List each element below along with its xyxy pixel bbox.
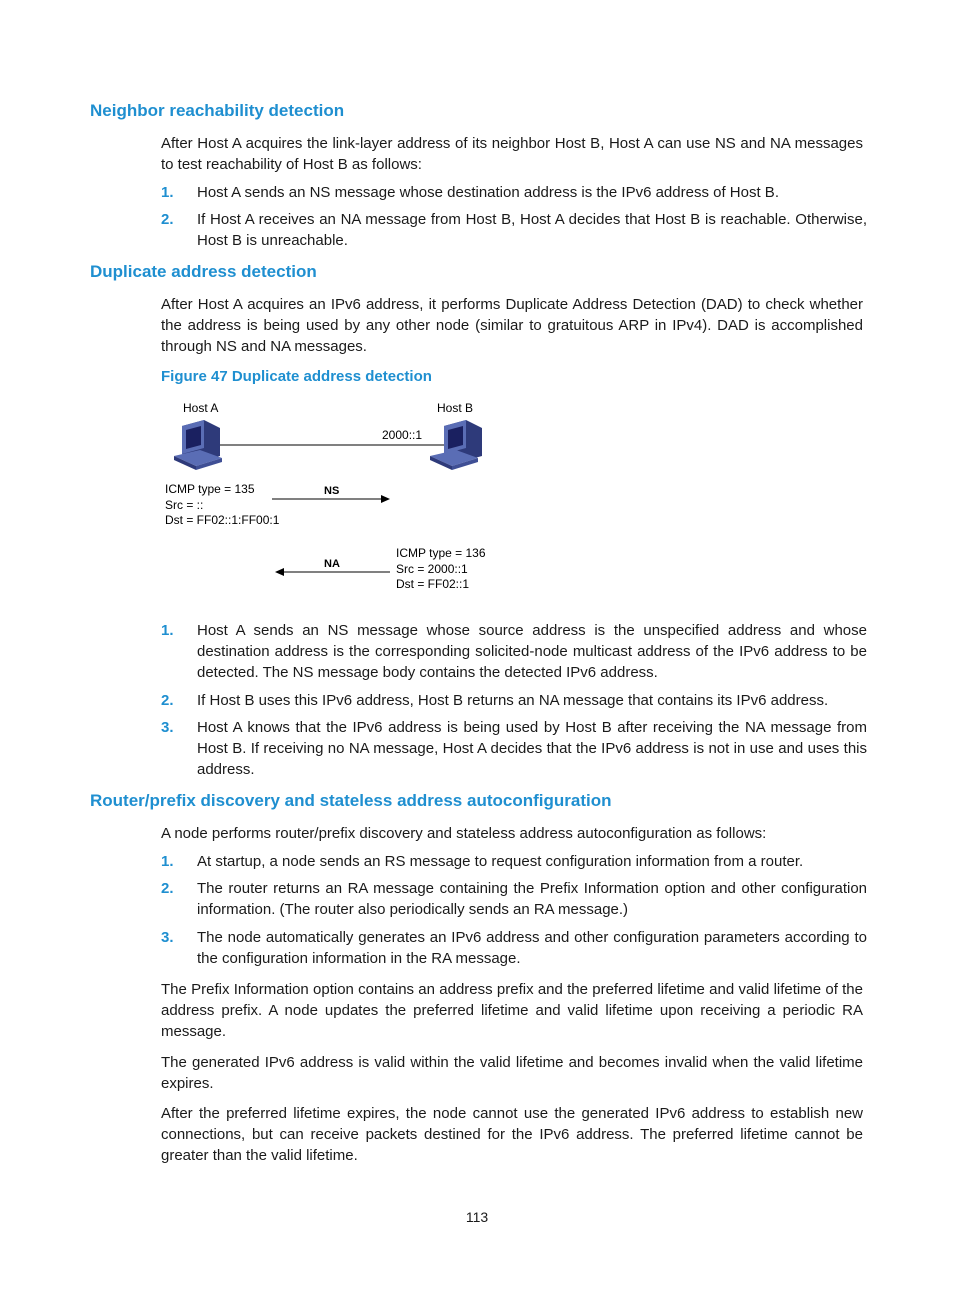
paragraph: The generated IPv6 address is valid within the valid lifetime and becomes invalid when the valid lifetime expires.: [161, 1054, 863, 1092]
list-text: Host A sends an NS message whose destination address is the IPv6 address of Host B.: [197, 184, 779, 201]
na-info-line: Dst = FF02::1: [396, 577, 470, 591]
list-number: 3.: [161, 929, 174, 946]
list-number: 2.: [161, 692, 174, 709]
list-text: Host A knows that the IPv6 address is being used by Host B after receiving the NA message from Host B. If receiving no NA message, Host A decides that the IPv6 address is not in use and uses this address.: [197, 719, 867, 778]
list-number: 1.: [161, 184, 174, 201]
list-item: [161, 927, 867, 969]
na-info-line: ICMP type = 136: [396, 546, 486, 560]
list-text: At startup, a node sends an RS message to request configuration information from a router.: [197, 853, 804, 870]
host-b-label: Host B: [437, 401, 474, 415]
paragraph: After the preferred lifetime expires, the node cannot use the generated IPv6 address to establish new connections, but can receive packets destined for the IPv6 address. The preferred lifetime cannot be greater than the valid lifetime.: [161, 1105, 863, 1164]
host-b-address: 2000::1: [382, 428, 423, 442]
list-item: [161, 690, 867, 711]
ns-info-line: ICMP type = 135: [165, 482, 255, 496]
host-a-label: Host A: [183, 401, 219, 415]
list-item: [161, 209, 867, 251]
page-number: 113: [465, 1209, 489, 1225]
list-item: [161, 851, 867, 872]
paragraph: The Prefix Information option contains an address prefix and the preferred lifetime and valid lifetime of the address prefix. A node updates the preferred lifetime and valid lifetime upon receiving a periodic RA message.: [161, 981, 863, 1040]
dad-diagram: [160, 392, 520, 602]
section-heading-duplicate-address: Duplicate address detection: [90, 262, 317, 281]
figure-caption: Figure 47 Duplicate address detection: [161, 368, 432, 385]
section-heading-router-prefix-discovery: Router/prefix discovery and stateless address autoconfiguration: [90, 791, 612, 810]
dad-intro: After Host A acquires an IPv6 address, it performs Duplicate Address Detection (DAD) to check whether the address is being used by any other node (similar to gratuitous ARP in IPv4). DAD is accomplished through NS and NA messages.: [161, 296, 863, 355]
list-item: [161, 717, 867, 780]
ns-info-line: Dst = FF02::1:FF00:1: [165, 513, 280, 527]
list-text: If Host A receives an NA message from Host B, Host A decides that Host B is reachable. Otherwise, Host B is unreachable.: [197, 211, 867, 249]
nrd-intro: After Host A acquires the link-layer address of its neighbor Host B, Host A can use NS and NA messages to test reachability of Host B as follows:: [161, 135, 863, 173]
list-item: [161, 182, 867, 203]
list-text: The node automatically generates an IPv6 address and other configuration parameters according to the configuration information in the RA message.: [197, 929, 867, 967]
ns-info-line: Src = ::: [165, 498, 204, 512]
list-item: [161, 878, 867, 920]
rpd-intro: A node performs router/prefix discovery and stateless address autoconfiguration as follows:: [161, 825, 767, 842]
list-number: 1.: [161, 853, 174, 870]
section-heading-neighbor-reachability: Neighbor reachability detection: [90, 101, 345, 120]
list-number: 2.: [161, 880, 174, 897]
na-label: NA: [324, 558, 340, 570]
na-info-line: Src = 2000::1: [396, 562, 468, 576]
list-number: 3.: [161, 719, 174, 736]
list-text: If Host B uses this IPv6 address, Host B returns an NA message that contains its IPv6 address.: [197, 692, 829, 709]
list-number: 2.: [161, 211, 174, 228]
list-text: The router returns an RA message containing the Prefix Information option and other configuration information. (The router also periodically sends an RA message.): [197, 880, 867, 918]
list-number: 1.: [161, 622, 174, 639]
host-a-computer-icon: [174, 420, 222, 470]
ns-label: NS: [324, 485, 340, 497]
list-item: [161, 620, 867, 683]
list-text: Host A sends an NS message whose source address is the unspecified address and whose destination address is the corresponding solicited-node multicast address of the IPv6 address to be detected. The NS message body contains the detected IPv6 address.: [197, 622, 867, 681]
